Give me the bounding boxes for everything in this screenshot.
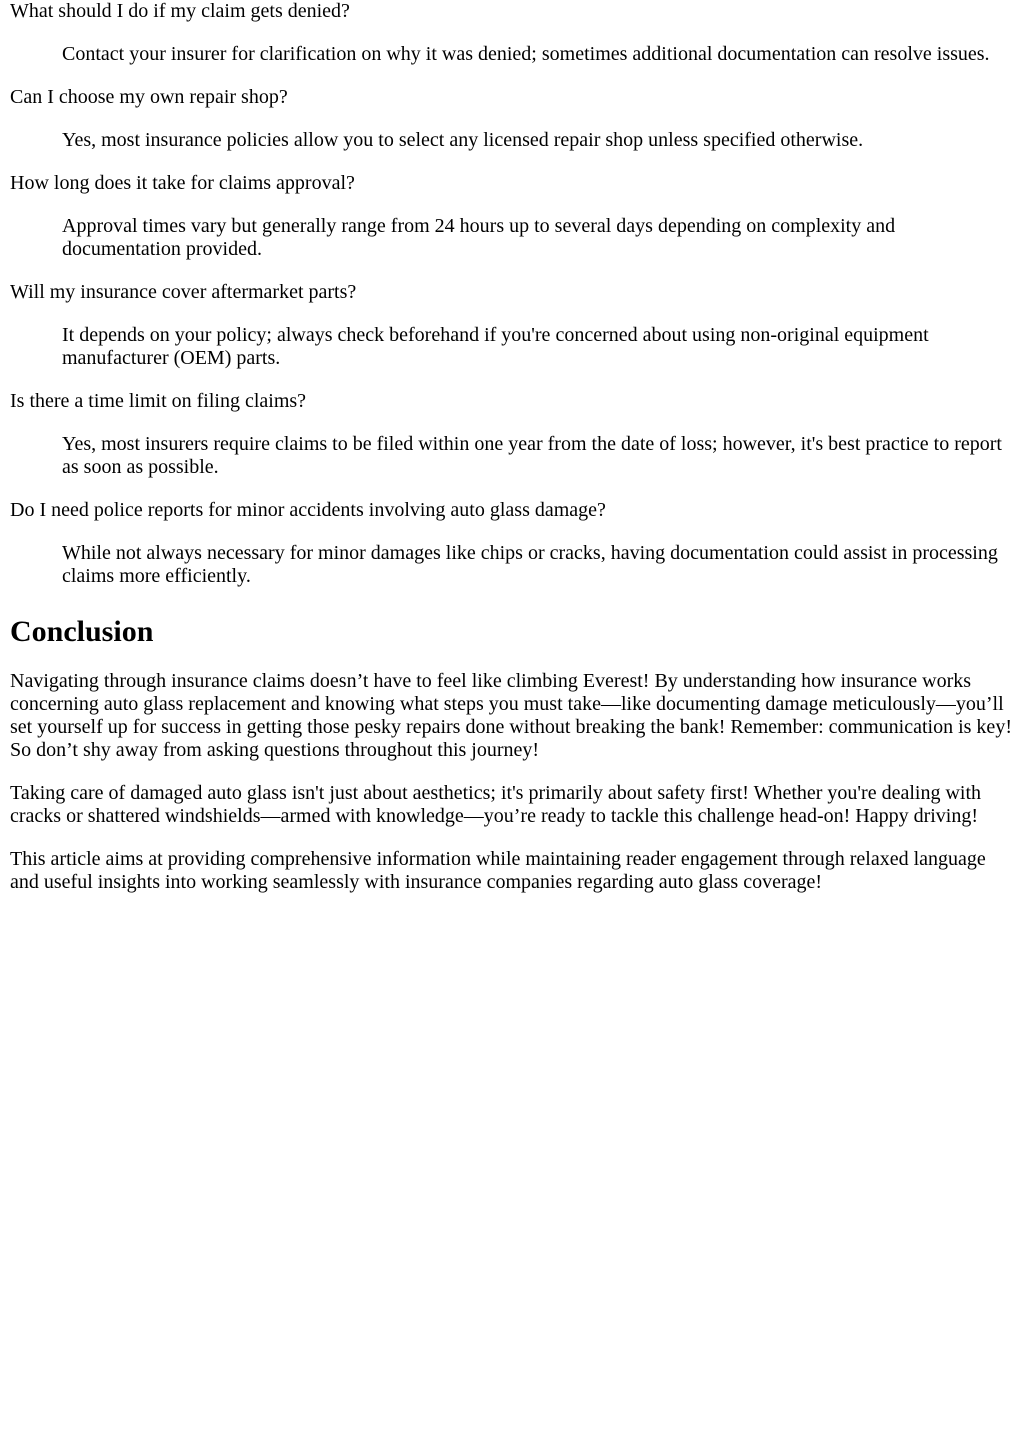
faq-answer: While not always necessary for minor damages like chips or cracks, having documentation could assist in processing claims more efficiently.	[62, 542, 998, 587]
conclusion-heading: Conclusion	[10, 615, 154, 648]
faq-answer: Approval times vary but generally range from 24 hours up to several days depending on complexity and documentation provided.	[62, 215, 896, 260]
faq-question: Do I need police reports for minor accidents involving auto glass damage?	[10, 499, 606, 521]
faq-answer: Yes, most insurers require claims to be filed within one year from the date of loss; however, it's best practice to report as soon as possible.	[62, 433, 1002, 478]
faq-question: Is there a time limit on filing claims?	[10, 390, 307, 412]
faq-question: Can I choose my own repair shop?	[10, 86, 288, 108]
faq-answer: Yes, most insurance policies allow you to select any licensed repair shop unless specified otherwise.	[62, 129, 864, 151]
faq-question: Will my insurance cover aftermarket parts?	[10, 281, 357, 303]
faq-answer: It depends on your policy; always check beforehand if you're concerned about using non-original equipment manufacturer (OEM) parts.	[62, 324, 929, 369]
faq-question: What should I do if my claim gets denied?	[10, 0, 350, 22]
faq-list	[10, 0, 1014, 588]
conclusion-paragraph: Taking care of damaged auto glass isn't just about aesthetics; it's primarily about safety first! Whether you're dealing with cracks or shattered windshields—armed with knowledge—you’re ready to tackle this challenge head-on! Happy driving!	[10, 782, 981, 827]
conclusion-paragraph: Navigating through insurance claims doesn’t have to feel like climbing Everest! By understanding how insurance works concerning auto glass replacement and knowing what steps you must take—like documenting damage meticulously—you’ll set yourself up for success in getting those pesky repairs done without breaking the bank! Remember: communication is key! So don’t shy away from asking questions throughout this journey!	[10, 670, 1012, 761]
faq-answer: Contact your insurer for clarification on why it was denied; sometimes additional documentation can resolve issues.	[62, 43, 990, 65]
faq-question: How long does it take for claims approval?	[10, 172, 355, 194]
article-note-paragraph: This article aims at providing comprehensive information while maintaining reader engagement through relaxed language and useful insights into working seamlessly with insurance companies regarding auto glass coverage!	[10, 848, 986, 893]
